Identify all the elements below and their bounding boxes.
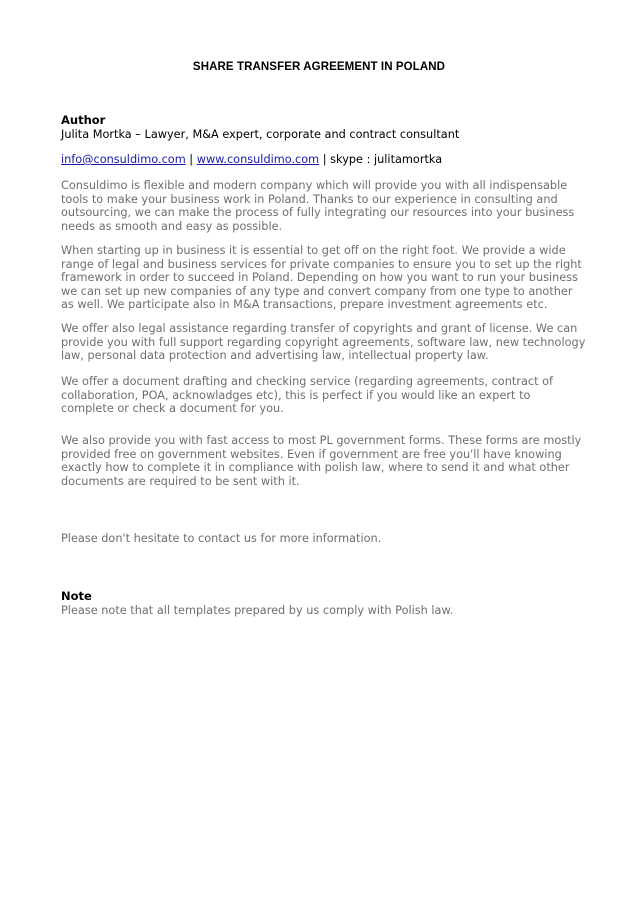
- note-text: Please note that all templates prepared by us comply with Polish law.: [61, 603, 454, 617]
- note-section: [61, 590, 586, 617]
- note-heading: Note: [61, 589, 92, 603]
- contact-line: [61, 153, 586, 167]
- government-forms-paragraph: We also provide you with fast access to most PL government forms. These forms are mostly provided free on government websites. Even if government are free you'll have knowing exactly how to complete it in compliance with polish law, where to send it and what other documents are required to be sent with it.: [61, 434, 582, 488]
- copyright-paragraph: We offer also legal assistance regarding transfer of copyrights and grant of license. We can provide you with full support regarding copyright agreements, software law, new technology law, personal data protection and advertising law, intellectual property law.: [61, 322, 586, 363]
- business-services-paragraph: When starting up in business it is essential to get off on the right foot. We provide a wide range of legal and business services for private companies to ensure you to set up the right framework in order to succeed in Poland. Depending on how you want to run your business we can set up new companies of any type and convert company from one type to another as well. We participate also in M&A transactions, prepare investment agreements etc.: [61, 244, 582, 312]
- website-link[interactable]: www.consuldimo.com: [196, 153, 320, 166]
- intro-paragraph: Consuldimo is flexible and modern company which will provide you with all indispensable tools to make your business work in Poland. Thanks to our experience in consulting and outsourcing, we can make the process of fully integrating our resources into your business needs as smooth and easy as possible.: [61, 179, 575, 233]
- drafting-paragraph: We offer a document drafting and checking service (regarding agreements, contract of collaboration, POA, acknowladges etc), this is perfect if you would like an expert to complete or check a document for you.: [61, 375, 553, 416]
- author-line: Julita Mortka – Lawyer, M&A expert, corporate and contract consultant: [61, 127, 460, 141]
- document-title: SHARE TRANSFER AGREEMENT IN POLAND: [192, 61, 446, 73]
- contact-separator: |: [185, 153, 197, 166]
- author-heading: Author: [61, 113, 106, 127]
- author-section: [61, 114, 586, 141]
- contact-paragraph: Please don't hesitate to contact us for more information.: [61, 532, 382, 545]
- email-link[interactable]: info@consuldimo.com: [61, 153, 186, 166]
- skype-contact: | skype : julitamortka: [319, 153, 443, 166]
